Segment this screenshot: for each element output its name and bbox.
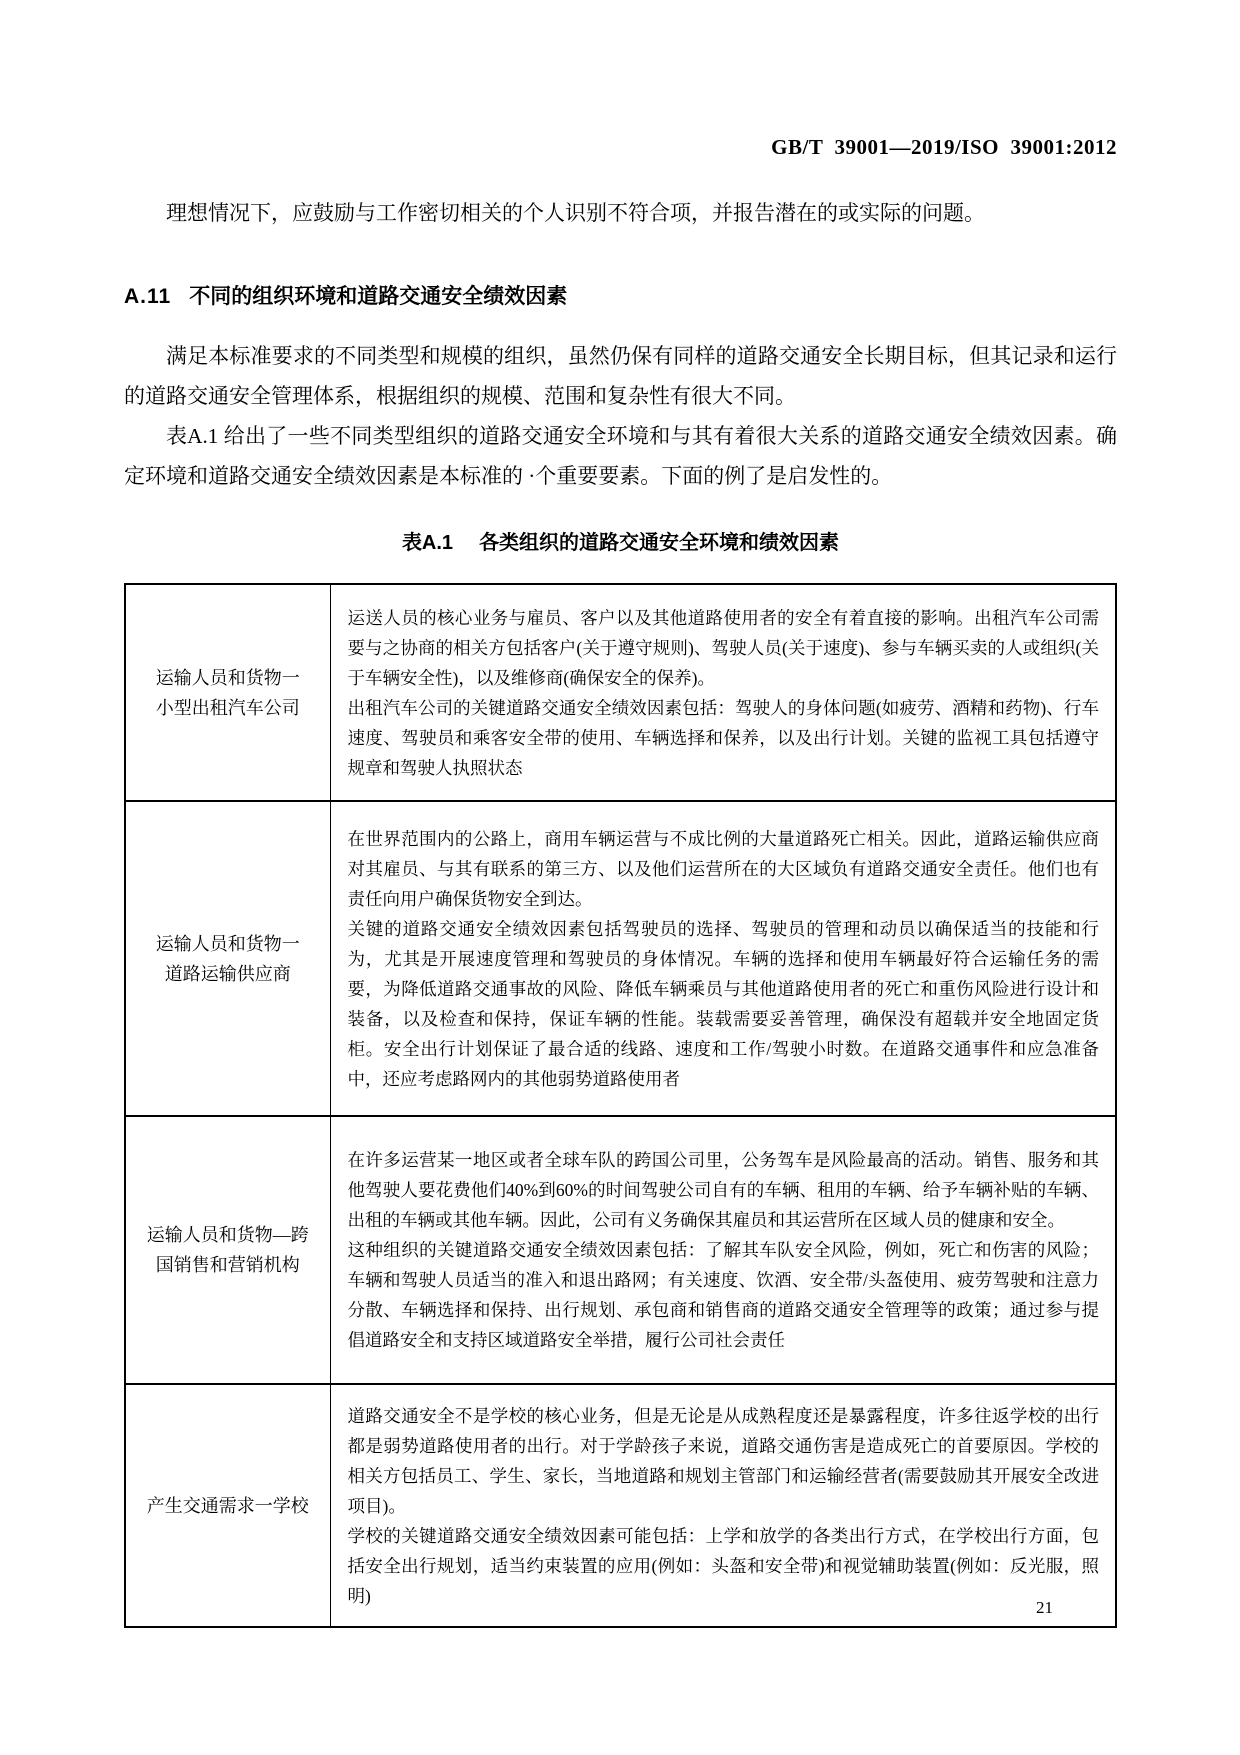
row-content-cell <box>330 801 1116 1116</box>
page-number: 21 <box>1036 1598 1053 1617</box>
intro-paragraph: 理想情况下，应鼓励与工作密切相关的个人识别不符合项，并报告潜在的或实际的问题。 <box>166 201 985 225</box>
row-label-cell <box>125 584 330 801</box>
row-label-cell <box>125 801 330 1116</box>
section-title: 不同的组织环境和道路交通安全绩效因素 <box>189 285 568 308</box>
section-number: A.11 <box>124 285 172 308</box>
table-caption <box>124 526 1117 555</box>
table-caption-title: 各类组织的道路交通安全环境和绩效因素 <box>479 532 840 554</box>
content-paragraph: 学校的关键道路交通安全绩效因素可能包括：上学和放学的各类出行方式，在学校出行方面，包括安全出行规划，适当约束装置的应用(例如：头盔和安全带)和视觉辅助装置(例如：反光服，照明) <box>347 1525 1099 1606</box>
body-paragraph-1: 满足本标准要求的不同类型和规模的组织，虽然仍保有同样的道路交通安全长期目标，但其记录和运行的道路交通安全管理体系，根据组织的规模、范围和复杂性有很大不同。 <box>124 344 1117 408</box>
row-label-line: 国销售和营销机构 <box>155 1255 300 1275</box>
row-content-cell <box>330 1116 1116 1384</box>
row-label-line: 产生交通需求一学校 <box>146 1495 309 1516</box>
row-content-cell <box>330 1384 1116 1627</box>
row-label-line: 运输人员和货物一 <box>155 933 300 954</box>
row-label-line: 运输人员和货物—跨 <box>146 1225 309 1245</box>
section-heading <box>124 280 1117 310</box>
content-paragraph: 运送人员的核心业务与雇员、客户以及其他道路使用者的安全有着直接的影响。出租汽车公司需要与之协商的相关方包括客户(关于遵守规则)、驾驶人员(关于速度)、参与车辆买卖的人或组织(关于车辆安全性)，以及维修商(确保安全的保养)。 <box>347 607 1099 688</box>
row-label-cell <box>125 1116 330 1384</box>
context-table <box>124 583 1117 1628</box>
row-label-line: 道路运输供应商 <box>164 963 291 984</box>
table-caption-label: 表A.1 <box>401 532 454 554</box>
content-paragraph: 道路交通安全不是学校的核心业务，但是无论是从成熟程度还是暴露程度，许多往返学校的出行都是弱势道路使用者的出行。对于学龄孩子来说，道路交通伤害是造成死亡的首要原因。学校的相关方包括员工、学生、家长，当地道路和规划主管部门和运输经营者(需要鼓励其开展安全改进项目)。 <box>347 1405 1099 1516</box>
standard-code-header: GB/T 39001—2019/ISO 39001:2012 <box>771 135 1117 159</box>
content-paragraph: 在世界范围内的公路上，商用车辆运营与不成比例的大量道路死亡相关。因此，道路运输供应商对其雇员、与其有联系的第三方、以及他们运营所在的大区域负有道路交通安全责任。他们也有责任向用户确保货物安全到达。 <box>347 828 1099 909</box>
table-row <box>125 801 1116 1116</box>
body-paragraph-2: 表A.1 给出了一些不同类型组织的道路交通安全环境和与其有着很大关系的道路交通安全绩效因素。确定环境和道路交通安全绩效因素是本标准的 ·个重要要素。下面的例了是启发性的。 <box>124 424 1117 488</box>
content-paragraph: 出租汽车公司的关键道路交通安全绩效因素包括：驾驶人的身体问题(如疲劳、酒精和药物)、行车速度、驾驶员和乘客安全带的使用、车辆选择和保养，以及出行计划。关键的监视工具包括遵守规章和驾驶人执照状态 <box>347 697 1099 778</box>
row-label-cell <box>125 1384 330 1627</box>
table-row <box>125 584 1116 801</box>
content-paragraph: 在许多运营某一地区或者全球车队的跨国公司里，公务驾车是风险最高的活动。销售、服务和其他驾驶人要花费他们40%到60%的时间驾驶公司自有的车辆、租用的车辆、给予车辆补贴的车辆、出租的车辆或其他车辆。因此，公司有义务确保其雇员和其运营所在区域人员的健康和安全。 <box>347 1150 1099 1230</box>
row-label-line: 运输人员和货物一 <box>155 667 300 688</box>
content-paragraph: 这种组织的关键道路交通安全绩效因素包括：了解其车队安全风险，例如，死亡和伤害的风险；车辆和驾驶人员适当的准入和退出路网；有关速度、饮酒、安全带/头盔使用、疲劳驾驶和注意力分散、车辆选择和保持、出行规划、承包商和销售商的道路交通安全管理等的政策；通过参与提倡道路安全和支持区域道路安全举措，履行公司社会责任 <box>347 1240 1099 1350</box>
row-label-line: 小型出租汽车公司 <box>155 697 300 718</box>
table-row <box>125 1384 1116 1627</box>
context-table-body <box>125 584 1116 1627</box>
row-content-cell <box>330 584 1116 801</box>
table-row <box>125 1116 1116 1384</box>
content-paragraph: 关键的道路交通安全绩效因素包括驾驶员的选择、驾驶员的管理和动员以确保适当的技能和行为，尤其是开展速度管理和驾驶员的身体情况。车辆的选择和使用车辆最好符合运输任务的需要，为降低道路交通事故的风险、降低车辆乘员与其他道路使用者的死亡和重伤风险进行设计和装备，以及检查和保持，保证车辆的性能。装载需要妥善管理，确保没有超载并安全地固定货柜。安全出行计划保证了最合适的线路、速度和工作/驾驶小时数。在道路交通事件和应急准备中，还应考虑路网内的其他弱势道路使用者 <box>347 918 1099 1089</box>
